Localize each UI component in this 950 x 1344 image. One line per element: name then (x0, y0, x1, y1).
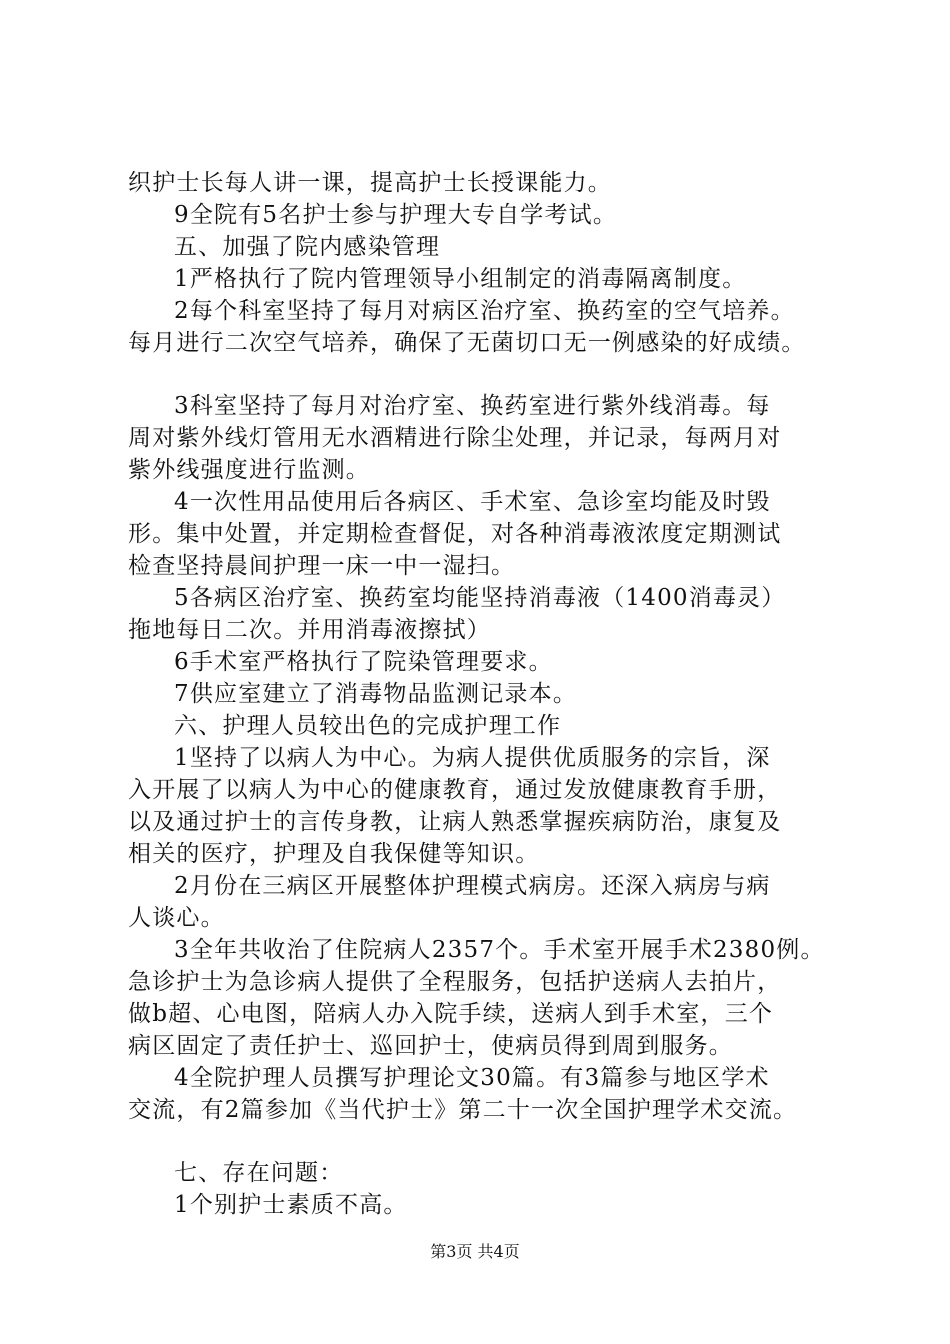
text-line: 病区固定了责任护士、巡回护士，使病员得到周到服务。 (128, 1033, 733, 1059)
text-line: 5各病区治疗室、换药室均能坚持消毒液（1400消毒灵） (174, 585, 786, 611)
page-footer: 第3页 共4页 (430, 1242, 520, 1261)
text-line: 2每个科室坚持了每月对病区治疗室、换药室的空气培养。 (174, 298, 795, 324)
text-line: 周对紫外线灯管用无水酒精进行除尘处理，并记录，每两月对 (128, 425, 782, 451)
text-line: 6手术室严格执行了院染管理要求。 (174, 649, 553, 675)
text-line: 以及通过护士的言传身教，让病人熟悉掌握疾病防治，康复及 (128, 809, 782, 835)
text-line: 4一次性用品使用后各病区、手术室、急诊室均能及时毁 (174, 489, 771, 515)
text-line: 4全院护理人员撰写护理论文30篇。有3篇参与地区学术 (174, 1065, 770, 1091)
text-line: 拖地每日二次。并用消毒液擦拭） (128, 617, 491, 643)
text-line: 3科室坚持了每月对治疗室、换药室进行紫外线消毒。每 (174, 393, 771, 419)
text-line: 人谈心。 (128, 905, 225, 931)
blank-line (128, 1126, 840, 1157)
text-line: 检查坚持晨间护理一床一中一湿扫。 (128, 553, 516, 579)
text-line: 织护士长每人讲一课，提高护士长授课能力。 (128, 170, 612, 196)
text-line: 入开展了以病人为中心的健康教育，通过发放健康教育手册， (128, 777, 782, 803)
text-line: 五、加强了院内感染管理 (174, 234, 441, 260)
blank-line (128, 359, 840, 390)
text-line: 紫外线强度进行监测。 (128, 457, 370, 483)
text-line: 3全年共收治了住院病人2357个。手术室开展手术2380例。 (174, 937, 825, 963)
text-line: 7供应室建立了消毒物品监测记录本。 (174, 681, 578, 707)
text-line: 1坚持了以病人为中心。为病人提供优质服务的宗旨，深 (174, 745, 771, 771)
text-line: 2月份在三病区开展整体护理模式病房。还深入病房与病 (174, 873, 771, 899)
text-line: 急诊护士为急诊病人提供了全程服务，包括护送病人去拍片， (128, 969, 782, 995)
text-line: 1严格执行了院内管理领导小组制定的消毒隔离制度。 (174, 266, 747, 292)
text-line: 七、存在问题： (174, 1160, 344, 1186)
text-line: 1个别护士素质不高。 (174, 1192, 408, 1218)
text-line: 做b超、心电图，陪病人办入院手续，送病人到手术室，三个 (128, 1001, 774, 1027)
document-body (128, 167, 840, 1221)
text-line: 相关的医疗，护理及自我保健等知识。 (128, 841, 540, 867)
text-line: 每月进行二次空气培养，确保了无菌切口无一例感染的好成绩。 (128, 330, 806, 356)
text-line: 六、护理人员较出色的完成护理工作 (174, 713, 562, 739)
text-line: 形。集中处置，并定期检查督促，对各种消毒液浓度定期测试 (128, 521, 782, 547)
text-line: 交流，有2篇参加《当代护士》第二十一次全国护理学术交流。 (128, 1097, 798, 1123)
text-line: 9全院有5名护士参与护理大专自学考试。 (174, 202, 618, 228)
